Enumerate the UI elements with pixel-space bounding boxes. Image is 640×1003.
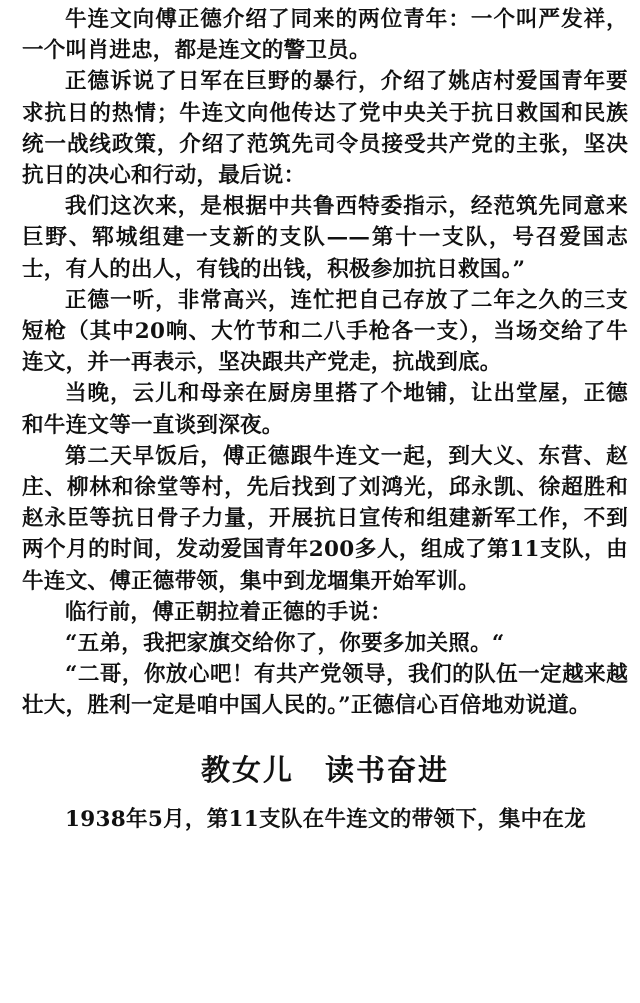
paragraph-2: 正德诉说了日军在巨野的暴行，介绍了姚店村爱国青年要求抗日的热情；牛连文向他传达了党中央关于抗日救国和民族统一战线政策，介绍了范筑先司令员接受共产党的主张，坚决抗日的决心和行动，最后说： — [22, 69, 628, 189]
paragraph-6: 第二天早饭后，傅正德跟牛连文一起，到大义、东营、赵庄、柳林和徐堂等村，先后找到了刘鸿光，邱永凯、徐超胜和赵永臣等抗日骨子力量，开展抗日宣传和组建新军工作，不到两个月的时间，发动爱国青年200多人，组成了第11支队，由牛连文、傅正德带领，集中到龙堌集开始军训。 — [22, 443, 628, 594]
document-page — [22, 4, 628, 835]
paragraph-7: 临行前，傅正朝拉着正德的手说： — [65, 599, 393, 625]
paragraph-1: 牛连文向傅正德介绍了同来的两位青年：一个叫严发祥，一个叫肖进忠，都是连文的警卫员。 — [22, 7, 628, 64]
paragraph-last: 1938年5月，第11支队在牛连文的带领下，集中在龙 — [65, 806, 587, 832]
paragraph-9: “二哥，你放心吧！有共产党领导，我们的队伍一定越来越壮大，胜利一定是咱中国人民的。”正德信心百倍地劝说道。 — [22, 662, 628, 719]
paragraph-4: 正德一听，非常高兴，连忙把自己存放了二年之久的三支短枪（其中20响、大竹节和二八手枪各一支），当场交给了牛连文，并一再表示，坚决跟共产党走，抗战到底。 — [22, 287, 628, 376]
paragraph-5: 当晚，云儿和母亲在厨房里搭了个地铺，让出堂屋，正德和牛连文等一直谈到深夜。 — [22, 381, 628, 438]
section-heading: 教女儿 读书奋进 — [200, 752, 449, 787]
paragraph-8: “五弟，我把家旗交给你了，你要多加关照。“ — [65, 631, 505, 657]
paragraph-3: 我们这次来，是根据中共鲁西特委指示，经范筑先同意来巨野、郓城组建一支新的支队——第十一支队，号召爱国志士，有人的出人，有钱的出钱，积极参加抗日救国。” — [22, 194, 628, 282]
